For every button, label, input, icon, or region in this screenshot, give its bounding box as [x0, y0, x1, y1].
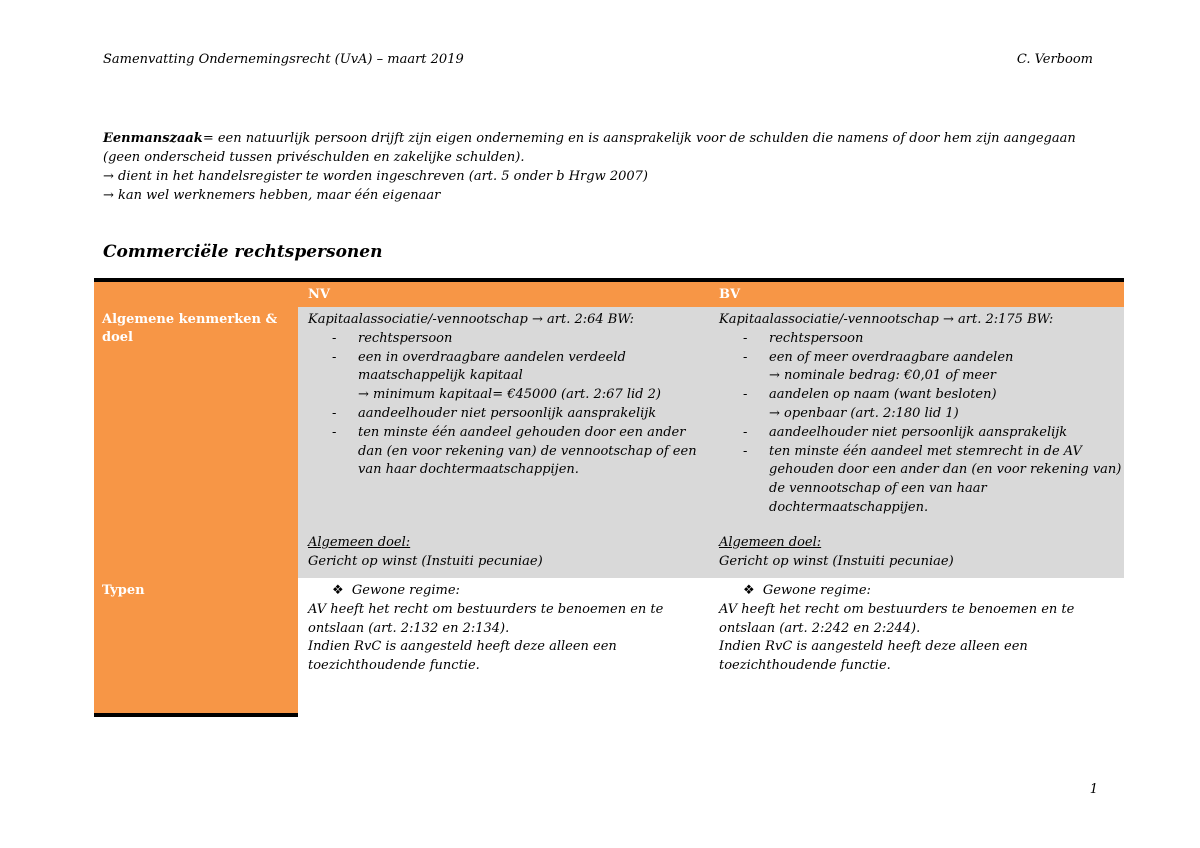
bv-feature-list-mid — [719, 386, 1124, 405]
arrow-icon: → — [769, 368, 780, 384]
intro-paragraph — [103, 129, 1103, 205]
intro-bullet — [103, 167, 1103, 186]
arrow-icon: → — [358, 387, 369, 403]
running-header-title: Samenvatting Ondernemingsrecht (UvA) – maart 2019 — [103, 52, 464, 67]
list-item: - aandeelhouder niet persoonlijk aansprakelijk — [719, 424, 1124, 443]
nv-goal-text: Gericht op winst (Instuiti pecuniae) — [308, 553, 543, 569]
intro-bullet-text: kan wel werknemers hebben, maar één eigenaar — [118, 188, 441, 203]
intro-term: Eenmanszaak — [103, 131, 203, 146]
list-item: - aandelen op naam (want besloten) — [719, 386, 1124, 405]
bv-goal-label: Algemeen doel: — [719, 534, 822, 550]
arrow-icon: → — [769, 405, 780, 421]
running-header-author: C. Verboom — [1016, 52, 1093, 67]
table-row-characteristics — [94, 307, 1124, 578]
bv-feature-list-continued — [719, 424, 1124, 518]
list-item: - rechtspersoon — [308, 330, 709, 349]
list-item: - ten minste één aandeel gehouden door een ander dan (en voor rekening van) de vennootschap of een van haar dochtermaatschappijen. — [308, 424, 709, 480]
list-item: - rechtspersoon — [719, 330, 1124, 349]
list-item: - aandeelhouder niet persoonlijk aansprakelijk — [308, 405, 709, 424]
list-item: - ten minste één aandeel met stemrecht in de AV gehouden door een ander dan (en voor rekening van) de vennootschap of een van haar dochtermaatschappijen. — [719, 443, 1124, 518]
spacer — [308, 480, 709, 534]
arrow-icon: → — [531, 312, 543, 327]
spacer — [719, 518, 1124, 534]
bv-type-text: Indien RvC is aangesteld heeft deze alleen een toezichthoudende functie. — [719, 639, 1028, 674]
comparison-table — [94, 278, 1124, 717]
intro-bullet-text: dient in het handelsregister te worden ingeschreven (art. 5 onder b Hrgw 2007) — [118, 169, 648, 184]
page-number: 1 — [1089, 782, 1098, 797]
arrow-icon: → — [942, 312, 954, 327]
table-bottom-rule — [94, 713, 298, 717]
diamond-bullet-icon: ❖ — [743, 583, 755, 598]
list-item: - een in overdraagbare aandelen verdeeld maatschappelijk kapitaal — [308, 349, 709, 387]
nv-feature-list-continued — [308, 405, 709, 480]
nv-goal-label: Algemeen doel: — [308, 535, 411, 551]
nv-feature-list — [308, 330, 709, 386]
table-row-types — [94, 578, 1124, 713]
column-header-nv: NV — [308, 287, 330, 302]
nv-type-text: Indien RvC is aangesteld heeft deze alleen een toezichthoudende functie. — [308, 639, 617, 674]
bv-sub-item: → openbaar (art. 2:180 lid 1) — [769, 405, 959, 421]
table-header-row — [94, 282, 1124, 307]
diamond-bullet-icon: ❖ — [332, 583, 344, 598]
nv-characteristics-cell — [298, 307, 709, 578]
nv-type-text: AV heeft het recht om bestuurders te benoemen en te ontslaan (art. 2:132 en 2:134). — [308, 601, 664, 636]
bv-characteristics-cell — [709, 307, 1124, 578]
table-header-empty — [94, 282, 298, 307]
intro-bullet — [103, 186, 1103, 205]
intro-definition — [103, 129, 1103, 167]
nv-types-cell — [298, 578, 709, 713]
bv-goal-text: Gericht op winst (Instuiti pecuniae) — [719, 553, 954, 569]
row-label-characteristics: Algemene kenmerken & doel — [94, 307, 298, 578]
bv-type-title: ❖ Gewone regime: — [743, 583, 871, 598]
nv-sub-item: → minimum kapitaal= €45000 (art. 2:67 lid 2) — [358, 387, 661, 403]
arrow-icon: → — [103, 169, 114, 184]
list-item: - een of meer overdraagbare aandelen — [719, 349, 1124, 368]
section-title: Commerciële rechtspersonen — [103, 242, 383, 262]
row-label-types: Typen — [94, 578, 298, 713]
bv-sub-item: → nominale bedrag: €0,01 of meer — [769, 368, 997, 384]
arrow-icon: → — [103, 188, 114, 203]
bv-type-text: AV heeft het recht om bestuurders te benoemen en te ontslaan (art. 2:242 en 2:244). — [719, 601, 1075, 636]
nv-type-title: ❖ Gewone regime: — [332, 583, 460, 598]
bv-heading: Kapitaalassociatie/-vennootschap → art. 2:175 BW: — [719, 312, 1054, 327]
column-header-bv: BV — [719, 287, 741, 302]
intro-definition-text: = een natuurlijk persoon drijft zijn eigen onderneming en is aansprakelijk voor de schulden die namens of door hem zijn aangegaan (geen onderscheid tussen privéschulden en zakelijke schulden). — [103, 131, 1076, 165]
bv-feature-list — [719, 330, 1124, 368]
bv-types-cell — [709, 578, 1124, 713]
nv-heading: Kapitaalassociatie/-vennootschap → art. 2:64 BW: — [308, 312, 634, 327]
